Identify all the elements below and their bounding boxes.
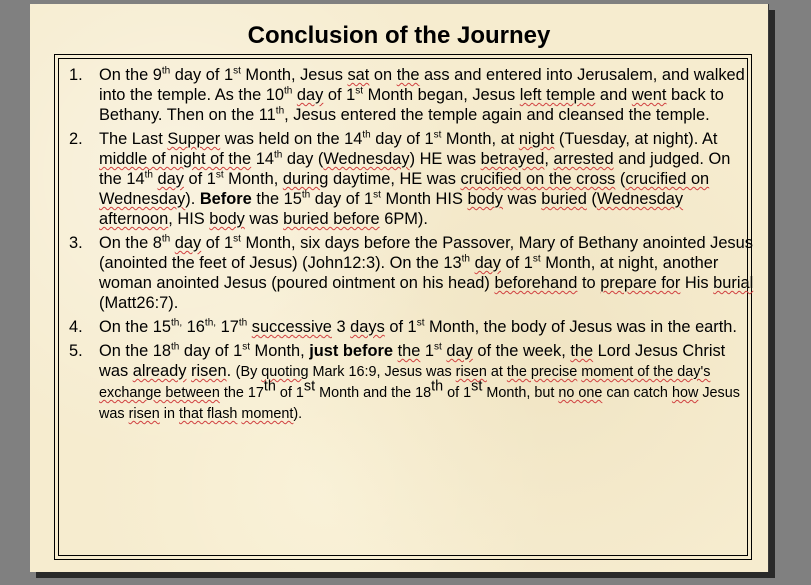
list-item-text: went xyxy=(631,86,667,104)
list-item-text: that flash xyxy=(179,406,238,422)
list-item-text: ). xyxy=(185,190,200,208)
list-item-text: day xyxy=(474,254,501,272)
list-item-text: day of 1 xyxy=(370,130,434,148)
list-item-text: back to Bethany. Then on the 11 xyxy=(99,86,724,124)
list-item-text: of 1 xyxy=(501,254,533,272)
list-item-text: day of 1 xyxy=(310,190,374,208)
list-item-text: day xyxy=(174,234,202,252)
list-item-text: moment xyxy=(241,406,294,422)
slide-title: Conclusion of the Journey xyxy=(247,22,551,49)
list-item-text: betrayed xyxy=(480,150,545,168)
list-item-text: night xyxy=(518,130,555,148)
list-item xyxy=(69,317,755,337)
list-item-text: Month began, Jesus xyxy=(363,86,520,104)
list-item-text: days xyxy=(350,318,385,336)
list-item-text: ( xyxy=(615,170,626,188)
list-item-text: to xyxy=(577,274,601,292)
list-item-text: 16 xyxy=(182,318,205,336)
list-item-text: Month, at night, another woman anointed Jesus (poured ointment on his head) xyxy=(99,254,719,292)
superscript-text: th xyxy=(238,317,248,329)
list-item-text: Before xyxy=(199,190,252,208)
list-item-text: and judged. On the 14 xyxy=(99,150,731,188)
list-item-text: daytime, HE was xyxy=(328,170,461,188)
list-item-text: ). xyxy=(293,406,303,422)
superscript-text: st xyxy=(303,378,316,395)
superscript-text: th xyxy=(301,189,311,201)
list-item-text: ) HE was xyxy=(409,150,481,168)
list-item-text: was xyxy=(244,210,284,228)
list-item-text: Lord Jesus Christ was xyxy=(99,342,726,380)
list-item-text: body xyxy=(209,210,245,228)
superscript-text: th xyxy=(144,169,153,181)
superscript-text: th xyxy=(263,378,276,395)
list-item-text: risen xyxy=(455,364,487,380)
list-item-text: Supper xyxy=(167,130,221,148)
superscript-text: st xyxy=(416,317,425,329)
superscript-text: st xyxy=(532,253,541,265)
superscript-text: th xyxy=(161,65,171,77)
list-item-text: the xyxy=(570,342,594,360)
list-item-text: ( xyxy=(586,190,597,208)
list-item-text: on xyxy=(369,66,397,84)
list-item-text: the precise xyxy=(506,364,578,380)
list-item-number: 3. xyxy=(69,234,83,252)
list-item-text: at xyxy=(486,364,507,380)
list-item-text: crucified on the cross xyxy=(460,170,616,188)
list-item-text: 14 xyxy=(251,150,274,168)
list-item-text: of 1 xyxy=(183,170,216,188)
superscript-text: th, xyxy=(204,317,217,329)
list-item xyxy=(69,129,755,229)
list-item-text: risen xyxy=(191,362,227,380)
list-item-text: beforehand xyxy=(494,274,578,292)
list-item-text: Month and the 18 xyxy=(315,385,432,401)
list-item-text: left temple xyxy=(519,86,596,104)
list-item-text: arrested xyxy=(553,150,614,168)
superscript-text: st xyxy=(433,129,442,141)
list-item-number: 1. xyxy=(69,66,83,84)
list-item-text: during xyxy=(282,170,329,188)
list-item-text: buried before xyxy=(283,210,380,228)
superscript-text: st xyxy=(355,85,364,97)
list-item-text: successive xyxy=(251,318,332,336)
list-item-text: , xyxy=(544,150,554,168)
superscript-text: th xyxy=(161,233,171,245)
list-item-text: Month, six days before the Passover, Mary of Bethany anointed Jesus (anointed the feet of Jesus) (John12:3). On the 13 xyxy=(99,234,753,272)
list-item-text: Month, at xyxy=(441,130,519,148)
list-item-text: of 1 xyxy=(201,234,234,252)
list-item-text: Month, the body of Jesus was in the earth. xyxy=(424,318,737,336)
superscript-text: st xyxy=(242,341,250,353)
superscript-text: st xyxy=(471,378,483,395)
superscript-text: th xyxy=(431,378,444,395)
superscript-text: st xyxy=(434,341,442,353)
superscript-text: th xyxy=(273,149,283,161)
list-item-text: the 17 xyxy=(219,385,264,401)
list-item-text: Month, Jesus xyxy=(240,66,348,84)
list-item-text: day ( xyxy=(282,150,324,168)
list-item xyxy=(69,233,755,313)
list-item-text: risen xyxy=(128,406,160,422)
content-box-inner xyxy=(58,58,754,556)
list-item xyxy=(69,341,755,424)
list-item-text: burial xyxy=(713,274,754,292)
list-item-text: Jesus was xyxy=(99,385,740,422)
list-item-text: (By xyxy=(235,364,262,380)
list-item-text: of 1 xyxy=(384,318,417,336)
list-item-text: day of 1 xyxy=(170,66,234,84)
list-item-text: of 1 xyxy=(275,385,304,401)
superscript-text: th, xyxy=(171,317,183,329)
superscript-text: st xyxy=(215,169,224,181)
list-item-text: of 1 xyxy=(323,86,356,104)
list-item-text: no one xyxy=(558,385,603,401)
list-item-text: (Matt26:7). xyxy=(99,294,179,312)
superscript-text: th xyxy=(275,105,285,117)
list-item-text: was xyxy=(502,190,542,208)
list-item-text: was held on the 14 xyxy=(220,130,363,148)
list-item-text: the xyxy=(397,342,421,360)
list-item-number: 4. xyxy=(69,318,83,336)
list-item-number: 5. xyxy=(69,342,83,360)
list-item-text: moment of the day's exchange between xyxy=(99,364,711,401)
list-item-text: body xyxy=(467,190,503,208)
superscript-text: st xyxy=(233,233,241,245)
list-item-text: day xyxy=(157,170,184,188)
list-item-text: how xyxy=(671,385,699,401)
list-item-text: 3 xyxy=(331,318,351,336)
list-item-text: (Tuesday, at night). At xyxy=(554,130,718,148)
list-item-text: Month, xyxy=(223,170,283,188)
list-item-text: middle of night of the xyxy=(99,150,252,168)
list-item-text: On the 9 xyxy=(99,66,162,84)
list-item-text: . xyxy=(226,362,236,380)
superscript-text: st xyxy=(233,65,241,77)
list-item-text: can catch xyxy=(602,385,672,401)
list-item-text: buried xyxy=(541,190,587,208)
list-item-text: in xyxy=(159,406,179,422)
list-item-text: quoting xyxy=(261,364,309,380)
content-box xyxy=(54,54,752,560)
list-item-text: Wednesday xyxy=(323,150,410,168)
list-item-text: and xyxy=(595,86,632,104)
superscript-text: th xyxy=(362,129,371,141)
list-item-text: His xyxy=(680,274,714,292)
superscript-text: th xyxy=(461,253,470,265)
list-item-text: 17 xyxy=(216,318,239,336)
list-item-text: ass and entered into Jerusalem, and walked into the temple. As the 10 xyxy=(99,66,745,104)
list-item-text: just before xyxy=(309,342,394,360)
list-item-text: the 15 xyxy=(251,190,302,208)
list-item-text: 1 xyxy=(420,342,435,360)
list-item-text: Month, but xyxy=(482,385,559,401)
list-item-text: prepare for xyxy=(600,274,681,292)
list-item-text: Month HIS xyxy=(380,190,468,208)
list-item-text: of 1 xyxy=(443,385,472,401)
list-item-text: On the 15 xyxy=(99,318,171,336)
list-item-text: , Jesus entered the temple again and cleansed the temple. xyxy=(284,106,710,124)
list-item-text: day xyxy=(296,86,324,104)
list-item-text: , HIS xyxy=(168,210,210,228)
list-item-text: already xyxy=(132,362,187,380)
list-item xyxy=(69,65,755,125)
list-item-number: 2. xyxy=(69,130,83,148)
list-item-text: sat xyxy=(347,66,370,84)
list-item-text: day xyxy=(446,342,473,360)
list-item-text: The Last xyxy=(99,130,168,148)
list-item-text: Month, xyxy=(250,342,310,360)
superscript-text: th xyxy=(171,341,180,353)
list-item-text: On the 18 xyxy=(99,342,171,360)
list-item-text: crucified on Wednesday xyxy=(99,170,710,208)
list-item-text: the xyxy=(396,66,420,84)
list-item-text: day of 1 xyxy=(179,342,243,360)
list-item-text: Mark 16:9, Jesus was xyxy=(308,364,456,380)
slide xyxy=(30,4,769,572)
list-item-text: Wednesday afternoon xyxy=(99,190,684,228)
list-item-text: On the 8 xyxy=(99,234,162,252)
list-item-text: of the week, xyxy=(472,342,571,360)
numbered-list xyxy=(69,65,755,428)
superscript-text: st xyxy=(373,189,381,201)
superscript-text: th xyxy=(283,85,293,97)
list-item-text: 6PM). xyxy=(379,210,428,228)
